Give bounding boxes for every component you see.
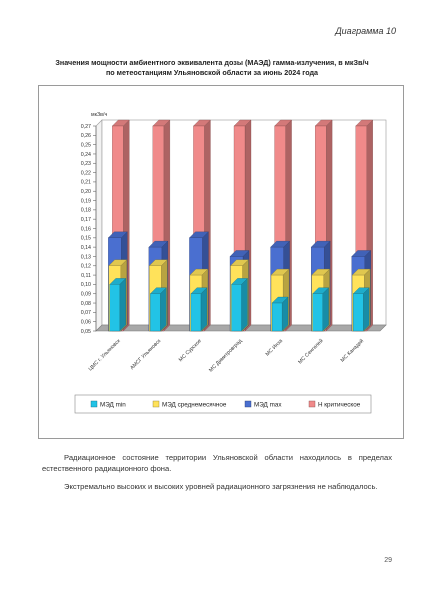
y-tick-label: 0,09: [80, 291, 91, 298]
bar-0-3: [232, 284, 242, 331]
y-tick-label: 0,14: [80, 244, 91, 251]
legend-swatch-1: [153, 401, 159, 407]
y-tick-label: 0,17: [80, 216, 91, 223]
bar-0-5: [313, 294, 323, 331]
y-tick-label: 0,19: [80, 198, 91, 205]
x-category-label: МС Инза: [264, 338, 284, 358]
bar-side-0-5: [323, 288, 329, 331]
bar-0-1: [150, 294, 160, 331]
page-number: 29: [384, 557, 392, 564]
x-category-label: МС Канадей: [339, 338, 366, 364]
x-category-label: МС Сенгилей: [297, 338, 325, 366]
y-tick-label: 0,05: [80, 328, 91, 335]
legend-label-2: МЭД max: [254, 401, 282, 409]
bar-0-4: [272, 303, 282, 331]
y-tick-label: 0,23: [80, 161, 91, 168]
bar-side-0-3: [242, 278, 248, 331]
y-tick-label: 0,26: [80, 133, 91, 140]
x-category-label: МС Димитровград: [208, 338, 244, 374]
y-tick-label: 0,15: [80, 235, 91, 242]
y-tick-label: 0,24: [80, 151, 91, 158]
paragraph-no-high-levels: Экстремально высоких и высоких уровней радиационного загрязнения не наблюдалось.: [64, 482, 378, 491]
y-tick-label: 0,25: [80, 142, 91, 149]
y-tick-label: 0,16: [80, 226, 91, 233]
x-category-label: АМСГ Ульяновск: [129, 338, 163, 372]
legend-swatch-0: [91, 401, 97, 407]
bar-0-0: [110, 284, 120, 331]
y-tick-label: 0,27: [80, 123, 91, 130]
chart-title-line-1: Значения мощности амбиентного эквивалента дозы (МАЭД) гамма-излучения, в мкЗв/ч: [55, 58, 369, 67]
legend-label-0: МЭД min: [100, 401, 126, 409]
y-tick-label: 0,10: [80, 282, 91, 289]
x-category-label: ЦМС г. Ульяновск: [87, 338, 122, 373]
bar-0-6: [353, 294, 363, 331]
plot-side-wall: [96, 120, 102, 331]
y-tick-label: 0,21: [80, 179, 91, 186]
y-tick-label: 0,06: [80, 319, 91, 326]
y-tick-label: 0,07: [80, 310, 91, 317]
x-category-label: МС Сурское: [177, 338, 203, 364]
legend-label-1: МЭД среднемесячное: [162, 401, 227, 409]
bar-side-0-0: [120, 278, 126, 331]
y-tick-label: 0,22: [80, 170, 91, 177]
y-axis-unit-label: мкЗв/ч: [91, 112, 108, 118]
chart-title-line-2: по метеостанциям Ульяновской области за июнь 2024 года: [105, 68, 319, 77]
dose-rate-chart: [39, 86, 405, 440]
chart-frame: [38, 85, 404, 439]
legend-label-3: Н критическое: [318, 401, 361, 409]
legend-swatch-2: [245, 401, 251, 407]
chart-title: [30, 58, 394, 78]
paragraph-radiation-state: Радиационное состояние территории Ульяновской области находилось в пределах естественного радиационного фона.: [42, 453, 392, 473]
y-tick-label: 0,13: [80, 254, 91, 261]
bar-side-0-6: [363, 288, 369, 331]
y-tick-label: 0,20: [80, 189, 91, 196]
diagram-label: Диаграмма 10: [335, 26, 396, 36]
y-tick-label: 0,11: [81, 272, 91, 279]
bar-0-2: [191, 294, 201, 331]
y-tick-label: 0,08: [80, 300, 91, 307]
bar-side-0-2: [201, 288, 207, 331]
y-tick-label: 0,12: [80, 263, 91, 270]
y-tick-label: 0,18: [80, 207, 91, 214]
bar-side-0-1: [160, 288, 166, 331]
legend-swatch-3: [309, 401, 315, 407]
